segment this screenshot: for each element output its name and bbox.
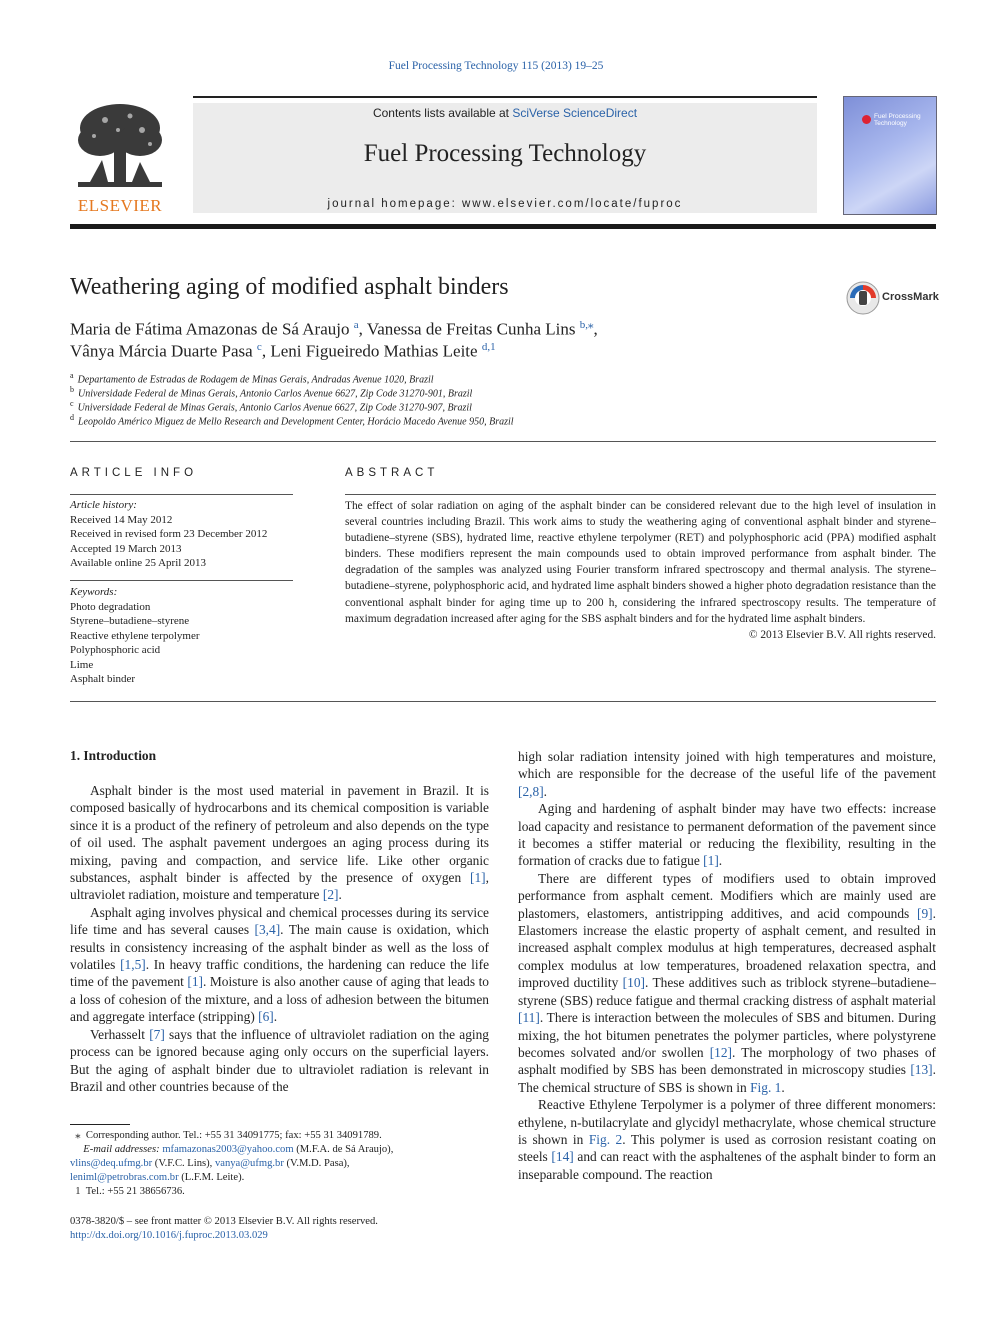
body-paragraph [518,1096,936,1183]
affiliation-text: Departamento de Estradas de Rodagem de Minas Gerais, Andradas Avenue 1020, Brazil [77,374,434,386]
cover-logo-icon [862,115,871,124]
text-run: . [273,1009,278,1025]
article-info-heading: ARTICLE INFO [70,467,198,479]
author-separator: , [358,319,367,339]
abstract-text [345,498,936,643]
citation-link[interactable]: [1,5] [120,957,146,973]
keyword: Lime [70,658,94,671]
citation-link[interactable]: [7] [149,1026,165,1042]
text-run: . There is interaction between the molecules of SBS and bitumen. During mixing, the hot bitumen penetrates the polymer particles, where polystyrene becomes solvated and/or swollen [518,1010,936,1060]
publisher-name: ELSEVIER [77,196,163,215]
text-run: Reactive Ethylene Terpolymer is a polymer of three different monomers: ethylene, n-butilacrylate and glycidyl methacrylate, whose chemical structure is shown in [518,1097,936,1147]
affiliation-text: Universidade Federal de Minas Gerais, Antonio Carlos Avenue 6627, Zip Code 31270-901, Brazil [78,388,473,400]
crossmark-label: CrossMark [882,291,939,303]
text-run: . The main cause is oxidation, which results in consistency increasing of the asphalt binder as well as the loss of volatiles [70,922,489,973]
author-name: Leni Figueiredo Mathias Leite [270,341,482,361]
text-run: . [781,1079,785,1095]
citation-link[interactable]: [2,8] [518,783,544,799]
text-run: . [543,783,548,799]
text-run: . These additives such as triblock styrene–butadiene–styrene (SBS) reduce fatigue and thermal cracking distress of asphalt material [518,975,936,1008]
journal-reference[interactable]: Fuel Processing Technology 115 (2013) 19–25 [388,60,604,72]
footnotes [70,1129,489,1199]
body-paragraph [518,870,936,1096]
article-history [70,498,310,571]
text-run: (L.F.M. Leite). [178,1172,245,1183]
affiliation-text: Universidade Federal de Minas Gerais, Antonio Carlos Avenue 6627, Zip Code 31270-907, Brazil [77,402,472,414]
contents-prefix: Contents lists available at [372,106,513,120]
author-name: Vanessa de Freitas Cunha Lins [366,319,580,339]
text-run: ⁎ Corresponding author. Tel.: +55 31 34091775; fax: +55 31 34091789. [70,1130,382,1141]
affiliation-d [70,413,514,427]
author-separator: , [593,319,598,339]
affiliation-marker: b [70,385,74,394]
tree-icon [70,100,170,195]
author-separator: , [261,341,271,361]
citation-link[interactable]: [12] [709,1044,732,1060]
keyword: Asphalt binder [70,673,136,685]
footnote-line [70,1157,489,1171]
citation-link[interactable]: [1] [470,870,486,886]
citation-link[interactable]: leniml@petrobras.com.br [70,1172,179,1183]
front-matter [70,1215,489,1243]
issn-line: 0378-3820/$ – see front matter © 2013 Elsevier B.V. All rights reserved. [70,1216,378,1227]
text-run: , ultraviolet radiation, moisture and temperature [70,870,489,903]
cover-title: Fuel Processing Technology [874,113,921,127]
text-run: (V.M.D. Pasa), [283,1158,350,1169]
citation-link[interactable]: mfamazonas2003@yahoo.com [162,1144,294,1155]
history-revised: Received in revised form 23 December 2012 [70,528,268,540]
citation-link[interactable]: Fig. 2 [588,1131,623,1147]
crossmark-badge[interactable] [846,281,938,315]
history-label: Article history: [70,499,137,511]
affiliation-c [70,399,472,413]
footnote-line [70,1185,489,1199]
author-affiliation-marker[interactable]: a [353,319,359,331]
header-rule [70,224,936,229]
affiliation-marker: d [70,413,74,422]
citation-link[interactable]: vanya@ufmg.br [214,1158,284,1169]
title-block-divider [70,441,936,442]
text-run: high solar radiation intensity joined with high temperatures and moisture, which are responsible for the decrease of the useful life of the pavement [518,749,936,782]
citation-link[interactable]: [2] [322,887,339,903]
text-run: (V.F.C. Lins), [152,1158,215,1169]
author-line-1 [70,318,598,340]
abstract-copyright: © 2013 Elsevier B.V. All rights reserved. [748,628,936,641]
text-run: . Elastomers increase the elastic property of asphalt cement, and resulted in increased asphalt complex modulus at high temperatures, decreased asphalt complex modulus at low temperatures, broadened relaxation spectra, and improved ductility [518,905,936,991]
abstract-paragraph: The effect of solar radiation on aging of the asphalt binder can be considered relevant due to the high level of insulation in several countries including Brazil. This work aims to study the weathering aging of conventional asphalt binder and styrene–butadiene–styrene (SBS), hydrated lime, reactive ethylene terpolymer (RET) and polyphosphoric acid (PPA) modified asphalt binders. These modifiers represent the main compounds used to obtain improved performance from asphalt binder. The degradation of the samples was analyzed using Fourier transform infrared spectroscopy and thermal analysis. The styrene–butadiene–styrene, polyphosphoric acid, and hydrated lime asphalt binders showed a higher photo degradation resistance than the conventional asphalt binder for aging time up to 200 h, considering the infrared spectroscopy results. The temperature of maximum degradation increased after aging for the SBS asphalt binders and for the hydrated lime asphalt binders. [345,500,936,625]
text-run: . This polymer is used as corrosion resistant coating on steels [518,1131,936,1165]
citation-link[interactable]: [6] [258,1009,274,1025]
citation-link[interactable]: Fig. 1 [750,1079,782,1095]
text-run: Asphalt binder is the most used material in pavement in Brazil. It is composed basically of hydrocarbons and its chemical composition is variable since it is a product of the refinery of petroleum and also depends on the type of oil used. The asphalt pavement undergoes an aging process during its mixing, paving and compaction, and service life. Like other organic substances, asphalt binder is affected by the presence of oxygen [70,783,489,886]
body-column-right [518,748,936,1183]
author-name: Vânya Márcia Duarte Pasa [70,341,257,361]
body-paragraph [70,782,489,904]
journal-cover-image[interactable] [843,96,937,215]
author-affiliation-marker[interactable]: c [256,341,262,353]
keyword: Polyphosphoric acid [70,644,161,656]
abstract-bottom-divider [70,701,936,702]
article-info-divider [70,494,293,495]
author-affiliation-marker[interactable]: d,1 [481,341,496,353]
citation-link[interactable]: [11] [518,1010,540,1026]
abstract-divider [345,494,936,495]
citation-link[interactable]: [1] [187,974,203,990]
text-run: . Moisture is also another cause of aging that leads to a loss of cohesion of the mixture, and a loss of adhesion between the bitumen and aggregate interface (stripping) [70,974,489,1025]
history-received: Received 14 May 2012 [70,513,173,526]
affiliation-a [70,371,434,385]
text-run: and can react with the asphaltenes of the asphalt binder to form an inseparable compound. The reaction [518,1149,936,1182]
text-run: . [338,887,342,903]
text-run: . [718,853,723,869]
citation-link[interactable]: [3,4] [254,922,281,938]
text-run: There are different types of modifiers used to obtain improved performance from asphalt cement. Modifiers which are mainly used are plastomers, elastomers, antistripping additives, and acid compounds [518,870,936,921]
abstract-heading: ABSTRACT [345,467,439,479]
text-run: . The chemical structure of SBS is shown in [518,1062,936,1095]
text-run: says that the influence of ultraviolet radiation on the aging process can be ignored because aging only occurs on the superficial layers. But the aging of asphalt binder due to ultraviolet radiation is relevant in Brazil and other countries because of the [70,1026,489,1094]
contents-line [193,106,817,120]
author-line-2 [70,341,496,362]
citation-link[interactable]: [13] [910,1062,933,1078]
citation-link[interactable]: vlins@deq.ufmg.br [70,1158,153,1169]
article-title: Weathering aging of modified asphalt binders [70,274,509,300]
body-column-left [70,782,489,1095]
journal-title: Fuel Processing Technology [363,140,647,167]
doi-link[interactable]: http://dx.doi.org/10.1016/j.fuproc.2013.03.029 [70,1230,268,1241]
elsevier-logo [70,100,170,215]
text-run: . In heavy traffic conditions, the hardening can reduce the life time of the pavement [70,957,490,990]
affiliation-marker: a [70,371,74,380]
keywords-label: Keywords: [70,586,118,598]
history-accepted: Accepted 19 March 2013 [70,542,182,555]
footnote-line [70,1129,489,1143]
citation-link[interactable]: [10] [622,975,645,991]
footnote-rule [70,1124,130,1125]
footnote-line [70,1143,489,1157]
keywords [70,585,310,687]
history-online: Available online 25 April 2013 [70,557,207,569]
keyword: Styrene–butadiene–styrene [70,615,190,627]
body-paragraph [70,904,489,1026]
body-paragraph [70,1026,489,1096]
text-run: . The morphology of two phases of asphalt modified by SBS has been demonstrated in microscopy studies [518,1044,936,1078]
footnote-line [70,1171,489,1185]
affiliation-b [70,385,472,399]
keywords-divider [70,580,293,581]
text-run: E-mail addresses: [70,1144,163,1155]
text-run: (M.F.A. de Sá Araujo), [293,1144,394,1155]
header-divider [193,96,817,98]
affiliation-marker: c [70,399,74,408]
crossmark-icon [846,281,880,315]
body-paragraph [518,800,936,870]
citation-link[interactable]: [1] [703,853,719,869]
sciencedirect-link[interactable]: SciVerse ScienceDirect [512,106,638,120]
text-run: Verhasselt [90,1026,150,1042]
section-heading-introduction: 1. Introduction [70,748,157,763]
text-run: 1 Tel.: +55 21 38656736. [70,1186,185,1197]
text-run: Aging and hardening of asphalt binder may have two effects: increase load capacity and resistance to permanent deformation of the pavement since it becomes a stiffer material or reducing the flexibility, resulting in the formation of cracks due to fatigue [518,801,936,869]
author-name: Maria de Fátima Amazonas de Sá Araujo [70,319,354,339]
text-run: Asphalt aging involves physical and chemical processes during its service life time and has several causes [70,904,489,938]
affiliation-text: Leopoldo Américo Miguez de Mello Research and Development Center, Horácio Macedo Avenue 950, Brazil [78,416,514,428]
body-paragraph [518,748,936,800]
citation-link[interactable]: [14] [551,1149,574,1165]
keyword: Photo degradation [70,600,151,613]
author-affiliation-marker[interactable]: b,⁎ [579,319,594,331]
keyword: Reactive ethylene terpolymer [70,629,200,642]
journal-homepage[interactable]: journal homepage: www.elsevier.com/locate/fuproc [327,198,683,210]
citation-link[interactable]: [9] [917,905,933,921]
